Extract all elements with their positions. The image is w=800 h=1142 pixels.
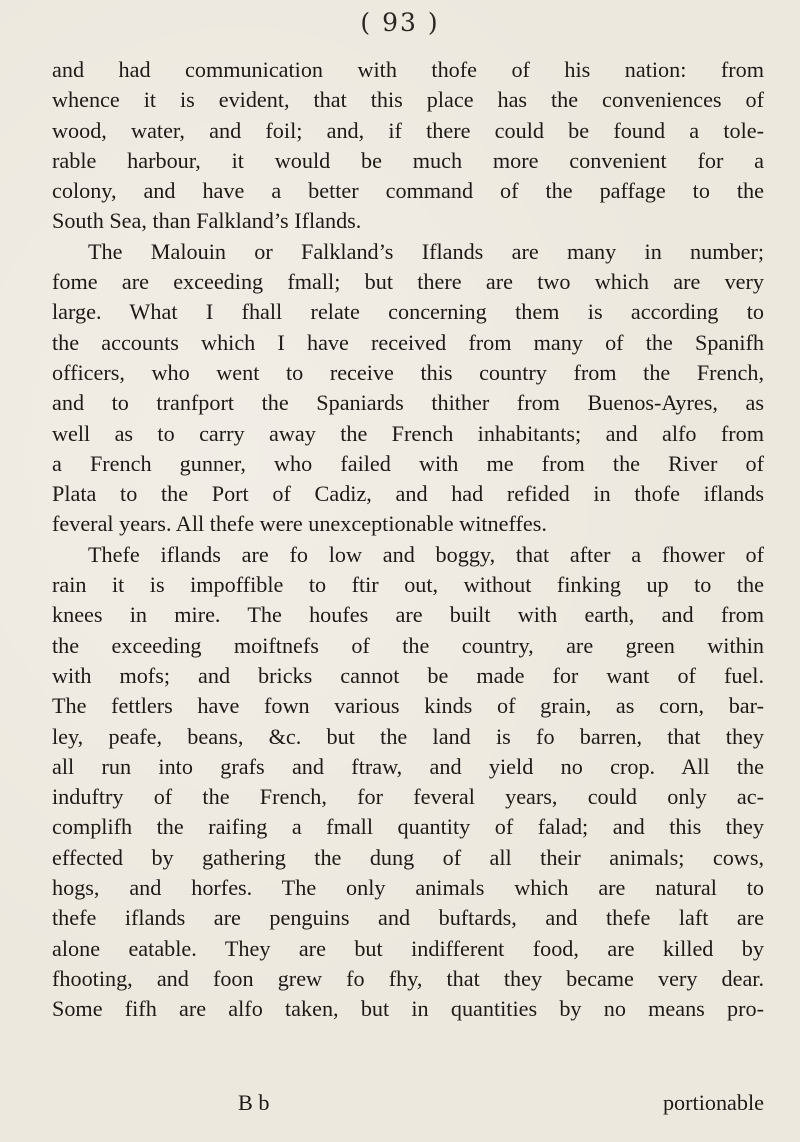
signature-mark: B b [238, 1090, 270, 1115]
text-line: induftry of the French, for feveral years, could only ac- [52, 784, 764, 810]
text-line: wood, water, and foil; and, if there could be found a tole- [52, 117, 764, 143]
text-line: alone eatable. They are but indifferent food, are killed by [52, 935, 764, 961]
text-line: hogs, and horfes. The only animals which are natural to [52, 875, 764, 901]
text-line: and had communication with thofe of his nation: from [52, 57, 764, 82]
text-line: large. What I fhall relate concerning them is according to [52, 299, 764, 325]
text-line: The fettlers have fown various kinds of grain, as corn, bar- [52, 693, 764, 719]
text-line: officers, who went to receive this country from the French, [52, 359, 764, 385]
text-line: knees in mire. The houfes are built with earth, and from [52, 602, 764, 628]
catchword: portionable [662, 1090, 764, 1115]
text-line: The Malouin or Falkland’s Iflands are many in number; [88, 238, 764, 264]
text-line: fhooting, and foon grew fo fhy, that they became very dear. [52, 965, 764, 991]
text-line: ley, peafe, beans, &c. but the land is fo barren, that they [52, 723, 764, 749]
text-line: thefe iflands are penguins and buftards, and thefe laft are [52, 905, 764, 931]
text-line: Plata to the Port of Cadiz, and had refided in thofe iflands [52, 481, 764, 507]
body-text [52, 55, 764, 1025]
text-line: South Sea, than Falkland’s Iflands. [52, 208, 362, 234]
text-line: complifh the raifing a fmall quantity of falad; and this they [52, 814, 764, 840]
text-line: with mofs; and bricks cannot be made for want of fuel. [52, 662, 764, 688]
text-line: effected by gathering the dung of all their animals; cows, [52, 844, 764, 870]
text-line: whence it is evident, that this place has the conveniences of [52, 87, 764, 113]
page-number: ( 93 ) [360, 8, 440, 37]
text-line: rable harbour, it would be much more convenient for a [52, 147, 764, 173]
text-line: and to tranfport the Spaniards thither from Buenos-Ayres, as [52, 390, 764, 416]
text-line: Some fifh are alfo taken, but in quantities by no means pro- [52, 996, 764, 1022]
page-footer [52, 1090, 764, 1122]
text-line: the exceeding moiftnefs of the country, are green within [52, 632, 764, 658]
text-line: fome are exceeding fmall; but there are two which are very [52, 269, 764, 295]
text-line: all run into grafs and ftraw, and yield no crop. All the [52, 753, 764, 779]
text-line: rain it is impoffible to ftir out, without finking up to the [52, 572, 764, 598]
text-line: Thefe iflands are fo low and boggy, that after a fhower of [88, 541, 764, 567]
text-line: a French gunner, who failed with me from the River of [52, 450, 764, 476]
text-line: feveral years. All thefe were unexceptionable witneffes. [52, 511, 547, 537]
text-line: well as to carry away the French inhabitants; and alfo from [52, 420, 764, 446]
text-line: the accounts which I have received from many of the Spanifh [52, 329, 764, 355]
text-line: colony, and have a better command of the paffage to the [52, 178, 764, 204]
